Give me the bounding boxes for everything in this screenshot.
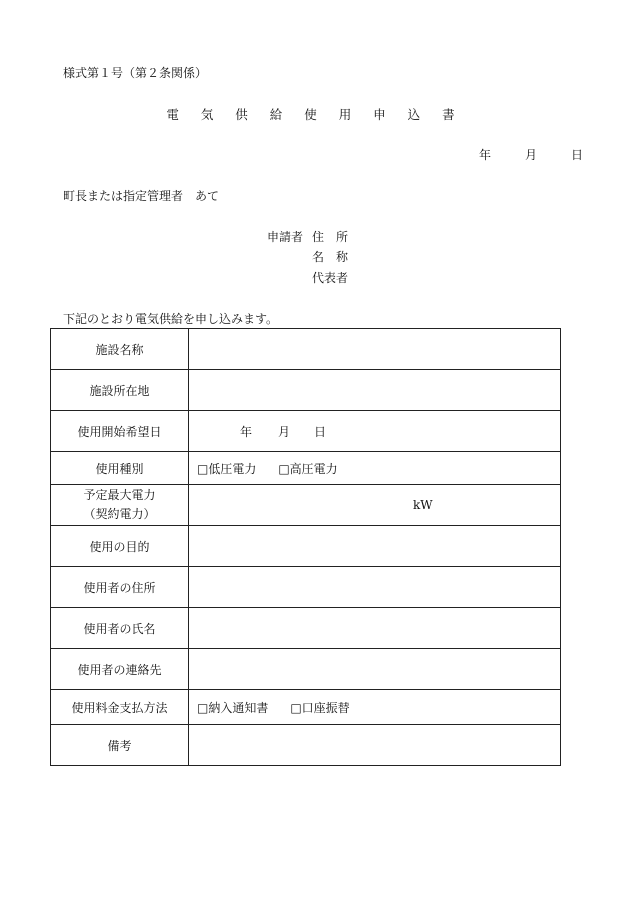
max-power-field[interactable] (189, 485, 561, 526)
usage-type-field (189, 452, 561, 485)
user-name-label: 使用者の氏名 (51, 608, 189, 649)
user-address-label: 使用者の住所 (51, 567, 189, 608)
date-month-label: 月 (524, 148, 537, 162)
purpose-field[interactable] (189, 526, 561, 567)
table-row (51, 370, 561, 411)
start-date-year: 年 (240, 424, 253, 439)
max-power-label-line2: （契約電力） (83, 507, 156, 521)
table-row (51, 567, 561, 608)
high-voltage-checkbox[interactable]: □高圧電力 (278, 461, 338, 476)
low-voltage-checkbox[interactable]: □低圧電力 (197, 461, 257, 476)
start-date-day: 日 (314, 424, 327, 439)
table-row (51, 526, 561, 567)
payment-notice-checkbox[interactable]: □納入通知書 (197, 700, 269, 715)
max-power-label (51, 485, 189, 526)
remarks-field[interactable] (189, 725, 561, 766)
applicant-label: 申請者 (267, 230, 304, 244)
applicant-address-label: 住 所 (312, 230, 349, 244)
max-power-label-line1: 予定最大電力 (83, 488, 156, 502)
bank-transfer-checkbox[interactable]: □口座振替 (290, 700, 350, 715)
document-title: 電 気 供 給 使 用 申 込 書 (166, 107, 464, 122)
remarks-label: 備考 (51, 725, 189, 766)
table-row (51, 452, 561, 485)
application-table (50, 328, 561, 766)
usage-type-label: 使用種別 (51, 452, 189, 485)
date-year-label: 年 (478, 148, 491, 162)
payment-method-label: 使用料金支払方法 (51, 690, 189, 725)
table-row (51, 608, 561, 649)
user-contact-label: 使用者の連絡先 (51, 649, 189, 690)
table-row (51, 690, 561, 725)
facility-name-label: 施設名称 (51, 329, 189, 370)
addressee: 町長または指定管理者 あて (63, 189, 220, 203)
start-date-label: 使用開始希望日 (51, 411, 189, 452)
user-contact-field[interactable] (189, 649, 561, 690)
table-row (51, 329, 561, 370)
purpose-label: 使用の目的 (51, 526, 189, 567)
user-name-field[interactable] (189, 608, 561, 649)
start-date-field[interactable] (189, 411, 561, 452)
intro-text: 下記のとおり電気供給を申し込みます。 (63, 312, 279, 326)
kw-unit: kW (413, 498, 433, 512)
table-row (51, 649, 561, 690)
facility-name-field[interactable] (189, 329, 561, 370)
start-date-month: 月 (278, 424, 291, 439)
facility-location-label: 施設所在地 (51, 370, 189, 411)
submission-date (479, 148, 583, 162)
applicant-name-label: 名 称 (312, 250, 349, 264)
table-row (51, 411, 561, 452)
user-address-field[interactable] (189, 567, 561, 608)
table-row (51, 485, 561, 526)
date-day-label: 日 (570, 148, 583, 162)
form-number: 様式第１号（第２条関係） (63, 66, 208, 80)
payment-method-field (189, 690, 561, 725)
facility-location-field[interactable] (189, 370, 561, 411)
table-row (51, 725, 561, 766)
applicant-representative-label: 代表者 (312, 271, 349, 285)
